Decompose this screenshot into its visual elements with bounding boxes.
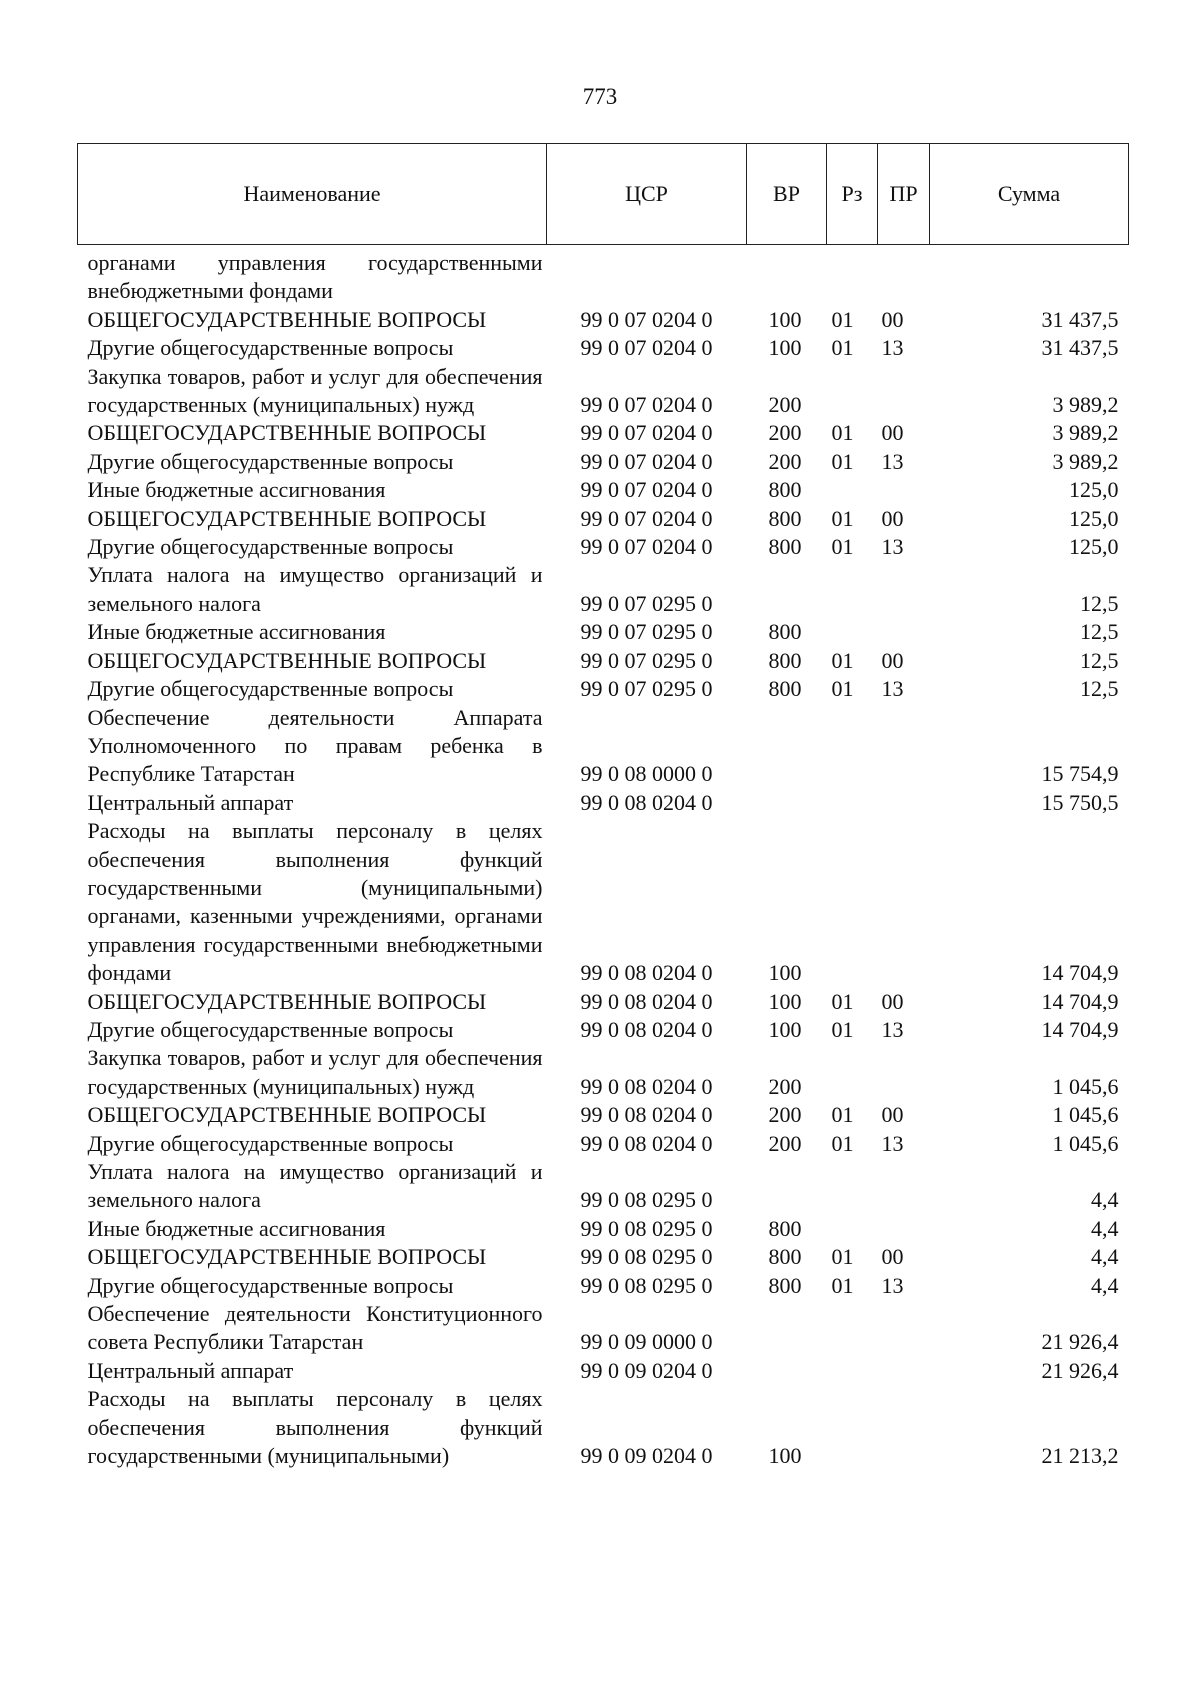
- table-row: [78, 1272, 1129, 1300]
- name-cell: ОБЩЕГОСУДАРСТВЕННЫЕ ВОПРОСЫ: [87, 1244, 487, 1270]
- name-cell: органами управления государственными внебюджетными фондами: [87, 250, 543, 304]
- vr-cell: 100: [768, 988, 802, 1014]
- table-row: [78, 817, 1129, 987]
- table-header: [78, 144, 1129, 245]
- rz-cell: 01: [831, 676, 854, 702]
- rz-cell: 01: [831, 988, 854, 1014]
- name-cell: Другие общегосударственные вопросы: [87, 1016, 454, 1042]
- header-vr: ВР: [747, 144, 827, 245]
- name-cell: Закупка товаров, работ и услуг для обеспечения государственных (муниципальных) нужд: [87, 363, 543, 418]
- pr-cell: [878, 789, 930, 817]
- vr-cell: 100: [768, 1443, 802, 1469]
- name-cell: Другие общегосударственные вопросы: [87, 534, 454, 560]
- csr-cell: 99 0 08 0295 0: [580, 1215, 713, 1241]
- table-row: [78, 1215, 1129, 1243]
- csr-cell: 99 0 09 0204 0: [580, 1443, 713, 1469]
- pr-cell: [878, 618, 930, 646]
- vr-cell: 200: [768, 1073, 802, 1099]
- csr-cell: 99 0 07 0295 0: [580, 619, 713, 645]
- name-cell: ОБЩЕГОСУДАРСТВЕННЫЕ ВОПРОСЫ: [87, 306, 487, 332]
- sum-cell: 3 989,2: [1052, 420, 1119, 446]
- sum-cell: 125,0: [1069, 505, 1119, 531]
- name-cell: ОБЩЕГОСУДАРСТВЕННЫЕ ВОПРОСЫ: [87, 1102, 487, 1128]
- name-cell: Уплата налога на имущество организаций и земельного налога: [87, 1159, 543, 1213]
- name-cell: Другие общегосударственные вопросы: [87, 1130, 454, 1156]
- table-row: [78, 1243, 1129, 1271]
- rz-cell: 01: [831, 1102, 854, 1128]
- pr-cell: [878, 363, 930, 420]
- rz-cell: 01: [831, 1130, 854, 1156]
- rz-cell: [827, 1158, 878, 1215]
- pr-cell: [878, 817, 930, 987]
- sum-cell: 14 704,9: [1041, 960, 1119, 986]
- table-row: [78, 363, 1129, 420]
- rz-cell: [827, 1215, 878, 1243]
- sum-cell: 12,5: [1080, 647, 1119, 673]
- rz-cell: [827, 817, 878, 987]
- name-cell: Другие общегосударственные вопросы: [87, 1272, 454, 1298]
- sum-cell: 12,5: [1080, 676, 1119, 702]
- pr-cell: 00: [881, 420, 904, 446]
- sum-cell: 15 754,9: [1041, 761, 1119, 787]
- page-number: 773: [582, 84, 618, 109]
- vr-cell: 100: [768, 1016, 802, 1042]
- sum-cell: 12,5: [1080, 619, 1119, 645]
- pr-cell: [878, 561, 930, 618]
- name-cell: ОБЩЕГОСУДАРСТВЕННЫЕ ВОПРОСЫ: [87, 988, 487, 1014]
- table-row: [78, 988, 1129, 1016]
- table-row: [78, 704, 1129, 789]
- csr-cell: 99 0 08 0204 0: [580, 988, 713, 1014]
- pr-cell: 13: [881, 1016, 904, 1042]
- pr-cell: 13: [881, 335, 904, 361]
- name-cell: Другие общегосударственные вопросы: [87, 676, 454, 702]
- pr-cell: [878, 476, 930, 504]
- csr-cell: 99 0 08 0204 0: [580, 1102, 713, 1128]
- pr-cell: 00: [881, 647, 904, 673]
- csr-cell: 99 0 07 0204 0: [580, 505, 713, 531]
- name-cell: Иные бюджетные ассигнования: [87, 477, 386, 503]
- table-row: [78, 245, 1129, 306]
- rz-cell: [827, 363, 878, 420]
- header-sum: Сумма: [930, 144, 1129, 245]
- csr-cell: 99 0 07 0204 0: [580, 420, 713, 446]
- csr-cell: 99 0 07 0204 0: [580, 448, 713, 474]
- name-cell: ОБЩЕГОСУДАРСТВЕННЫЕ ВОПРОСЫ: [87, 647, 487, 673]
- name-cell: Иные бюджетные ассигнования: [87, 1215, 386, 1241]
- name-cell: Другие общегосударственные вопросы: [87, 448, 454, 474]
- rz-cell: 01: [831, 1016, 854, 1042]
- sum-cell: 4,4: [1091, 1215, 1119, 1241]
- pr-cell: [878, 245, 930, 306]
- name-cell: ОБЩЕГОСУДАРСТВЕННЫЕ ВОПРОСЫ: [87, 505, 487, 531]
- sum-cell: 12,5: [1080, 590, 1119, 616]
- pr-cell: [878, 1215, 930, 1243]
- sum-cell: 125,0: [1069, 477, 1119, 503]
- csr-cell: 99 0 07 0204 0: [580, 477, 713, 503]
- name-cell: Обеспечение деятельности Аппарата Уполномоченного по правам ребенка в Республике Татарстан: [87, 704, 543, 787]
- vr-cell: [747, 245, 827, 306]
- pr-cell: [878, 704, 930, 789]
- csr-cell: 99 0 09 0204 0: [580, 1357, 713, 1383]
- table-row: [78, 1385, 1129, 1470]
- sum-cell: 14 704,9: [1041, 988, 1119, 1014]
- pr-cell: 00: [881, 1244, 904, 1270]
- vr-cell: 200: [768, 392, 802, 418]
- vr-cell: 800: [768, 676, 802, 702]
- vr-cell: 200: [768, 448, 802, 474]
- table-row: [78, 618, 1129, 646]
- pr-cell: 13: [881, 534, 904, 560]
- csr-cell: 99 0 07 0204 0: [580, 335, 713, 361]
- sum-cell: [930, 245, 1129, 306]
- table-row: [78, 419, 1129, 447]
- vr-cell: 200: [768, 420, 802, 446]
- vr-cell: 100: [768, 960, 802, 986]
- csr-cell: 99 0 07 0204 0: [580, 534, 713, 560]
- vr-cell: [747, 704, 827, 789]
- table-row: [78, 1101, 1129, 1129]
- sum-cell: 1 045,6: [1052, 1073, 1119, 1099]
- vr-cell: 800: [768, 1244, 802, 1270]
- header-csr: ЦСР: [547, 144, 747, 245]
- name-cell: Уплата налога на имущество организаций и земельного налога: [87, 562, 543, 616]
- table-body: [78, 245, 1129, 1471]
- rz-cell: 01: [831, 306, 854, 332]
- csr-cell: 99 0 07 0295 0: [580, 590, 713, 616]
- pr-cell: 00: [881, 988, 904, 1014]
- sum-cell: 3 989,2: [1052, 448, 1119, 474]
- sum-cell: 14 704,9: [1041, 1016, 1119, 1042]
- pr-cell: 00: [881, 1102, 904, 1128]
- csr-cell: 99 0 08 0204 0: [580, 1073, 713, 1099]
- csr-cell: 99 0 08 0204 0: [580, 960, 713, 986]
- header-rz: Рз: [827, 144, 878, 245]
- header-name: Наименование: [78, 144, 547, 245]
- table-row: [78, 505, 1129, 533]
- rz-cell: [827, 1044, 878, 1101]
- vr-cell: 800: [768, 1215, 802, 1241]
- sum-cell: 1 045,6: [1052, 1102, 1119, 1128]
- rz-cell: [827, 1385, 878, 1470]
- rz-cell: 01: [831, 1244, 854, 1270]
- vr-cell: [747, 1158, 827, 1215]
- sum-cell: 1 045,6: [1052, 1130, 1119, 1156]
- csr-cell: 99 0 07 0204 0: [580, 392, 713, 418]
- vr-cell: [747, 561, 827, 618]
- sum-cell: 21 926,4: [1041, 1329, 1119, 1355]
- sum-cell: 125,0: [1069, 534, 1119, 560]
- table-row: [78, 306, 1129, 334]
- table-row: [78, 647, 1129, 675]
- pr-cell: [878, 1385, 930, 1470]
- csr-cell: 99 0 07 0295 0: [580, 647, 713, 673]
- table-row: [78, 334, 1129, 362]
- rz-cell: [827, 618, 878, 646]
- name-cell: Обеспечение деятельности Конституционного совета Республики Татарстан: [87, 1301, 543, 1355]
- vr-cell: 200: [768, 1130, 802, 1156]
- rz-cell: 01: [831, 505, 854, 531]
- name-cell: Закупка товаров, работ и услуг для обеспечения государственных (муниципальных) нужд: [87, 1045, 543, 1099]
- rz-cell: [827, 1300, 878, 1357]
- pr-cell: [878, 1357, 930, 1385]
- sum-cell: 4,4: [1091, 1244, 1119, 1270]
- vr-cell: 100: [768, 306, 802, 332]
- rz-cell: [827, 476, 878, 504]
- csr-cell: 99 0 08 0295 0: [580, 1187, 713, 1213]
- csr-cell: 99 0 07 0204 0: [580, 306, 713, 332]
- sum-cell: 15 750,5: [1041, 789, 1119, 815]
- vr-cell: [747, 1357, 827, 1385]
- name-cell: Расходы на выплаты персоналу в целях обеспечения выполнения функций государственными (муниципальными): [87, 1386, 543, 1469]
- vr-cell: 800: [768, 505, 802, 531]
- name-cell: Иные бюджетные ассигнования: [87, 619, 386, 645]
- pr-cell: [878, 1044, 930, 1101]
- table-row: [78, 561, 1129, 618]
- pr-cell: [878, 1300, 930, 1357]
- sum-cell: 21 926,4: [1041, 1357, 1119, 1383]
- table-row: [78, 1044, 1129, 1101]
- pr-cell: 00: [881, 505, 904, 531]
- csr-cell: 99 0 08 0295 0: [580, 1272, 713, 1298]
- table-row: [78, 1158, 1129, 1215]
- table-row: [78, 533, 1129, 561]
- rz-cell: 01: [831, 534, 854, 560]
- sum-cell: 4,4: [1091, 1272, 1119, 1298]
- rz-cell: [827, 1357, 878, 1385]
- vr-cell: 100: [768, 335, 802, 361]
- vr-cell: [747, 789, 827, 817]
- table-row: [78, 1130, 1129, 1158]
- csr-cell: 99 0 07 0295 0: [580, 676, 713, 702]
- sum-cell: 31 437,5: [1041, 306, 1119, 332]
- rz-cell: 01: [831, 647, 854, 673]
- vr-cell: 200: [768, 1102, 802, 1128]
- budget-table: [77, 143, 1129, 1470]
- rz-cell: [827, 245, 878, 306]
- rz-cell: 01: [831, 335, 854, 361]
- vr-cell: 800: [768, 647, 802, 673]
- pr-cell: 13: [881, 448, 904, 474]
- header-pr: ПР: [878, 144, 930, 245]
- vr-cell: 800: [768, 534, 802, 560]
- csr-cell: 99 0 08 0204 0: [580, 1016, 713, 1042]
- name-cell: Центральный аппарат: [87, 789, 294, 815]
- rz-cell: [827, 704, 878, 789]
- table-row: [78, 476, 1129, 504]
- name-cell: Расходы на выплаты персоналу в целях обеспечения выполнения функций государственными (муниципальными) органами, казенными учреждениями, органами управления государственными внебюджетными фондами: [87, 818, 543, 986]
- csr-cell: [547, 245, 747, 306]
- csr-cell: 99 0 09 0000 0: [580, 1329, 713, 1355]
- name-cell: Центральный аппарат: [87, 1357, 294, 1383]
- table-row: [78, 1016, 1129, 1044]
- rz-cell: [827, 561, 878, 618]
- vr-cell: 800: [768, 1272, 802, 1298]
- name-cell: ОБЩЕГОСУДАРСТВЕННЫЕ ВОПРОСЫ: [87, 420, 487, 446]
- rz-cell: 01: [831, 1272, 854, 1298]
- table-row: [78, 1357, 1129, 1385]
- csr-cell: 99 0 08 0000 0: [580, 761, 713, 787]
- vr-cell: [747, 1300, 827, 1357]
- pr-cell: [878, 1158, 930, 1215]
- pr-cell: 13: [881, 1272, 904, 1298]
- rz-cell: 01: [831, 420, 854, 446]
- sum-cell: 31 437,5: [1041, 335, 1119, 361]
- name-cell: Другие общегосударственные вопросы: [87, 335, 454, 361]
- table-row: [78, 448, 1129, 476]
- table-row: [78, 675, 1129, 703]
- sum-cell: 3 989,2: [1052, 392, 1119, 418]
- vr-cell: 800: [768, 477, 802, 503]
- sum-cell: 21 213,2: [1041, 1443, 1119, 1469]
- table-row: [78, 789, 1129, 817]
- pr-cell: 13: [881, 676, 904, 702]
- rz-cell: 01: [831, 448, 854, 474]
- table-row: [78, 1300, 1129, 1357]
- rz-cell: [827, 789, 878, 817]
- pr-cell: 13: [881, 1130, 904, 1156]
- pr-cell: 00: [881, 306, 904, 332]
- csr-cell: 99 0 08 0204 0: [580, 1130, 713, 1156]
- vr-cell: 800: [768, 619, 802, 645]
- sum-cell: 4,4: [1091, 1187, 1119, 1213]
- csr-cell: 99 0 08 0204 0: [580, 789, 713, 815]
- csr-cell: 99 0 08 0295 0: [580, 1244, 713, 1270]
